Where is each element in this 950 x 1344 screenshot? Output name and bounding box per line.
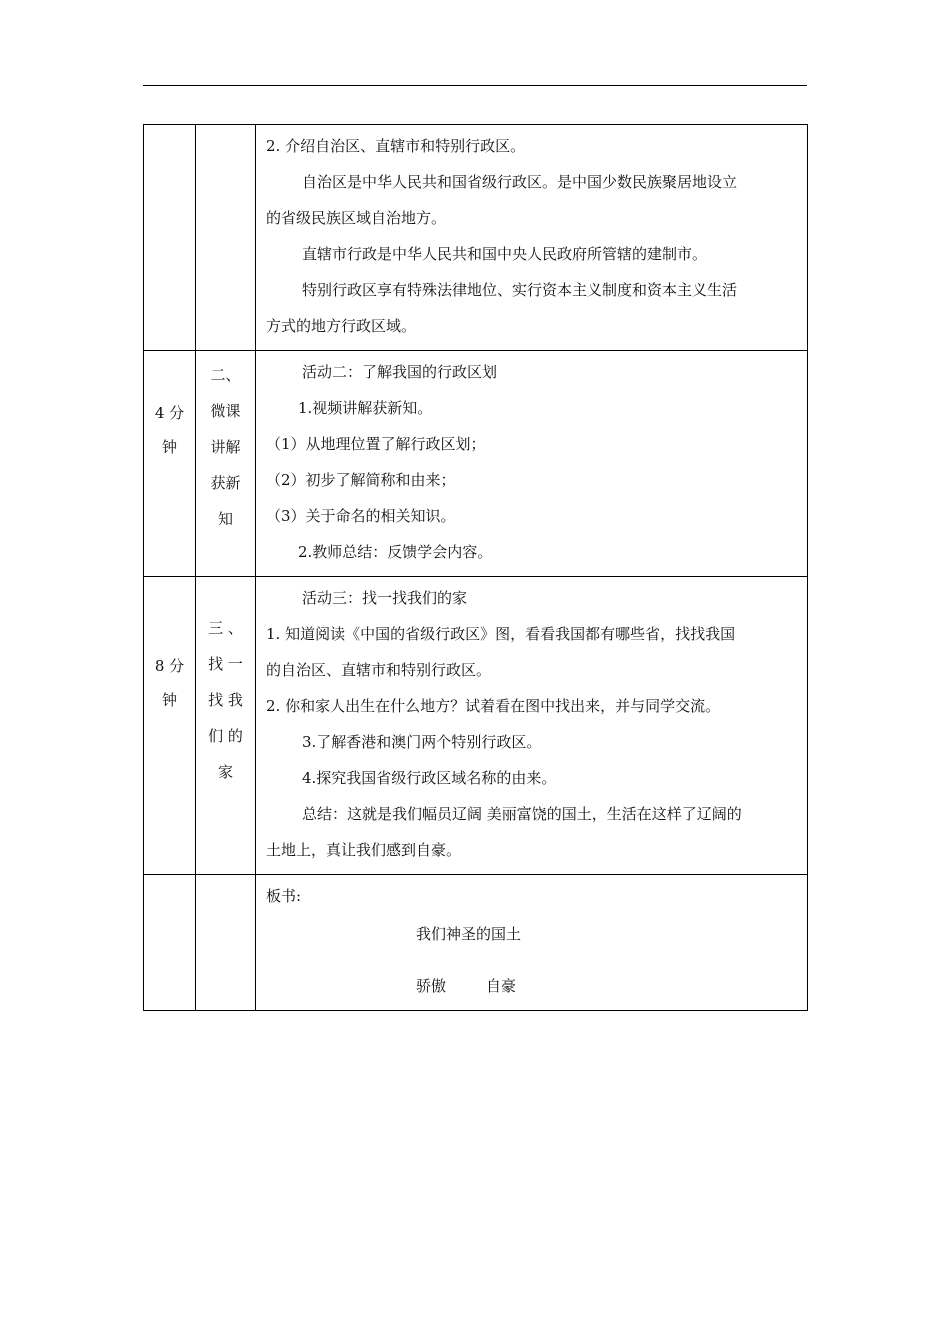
content-line: 方式的地方行政区域。 bbox=[266, 317, 417, 335]
content-cell bbox=[256, 351, 808, 577]
board-label: 板书: bbox=[266, 887, 302, 905]
lesson-plan-table bbox=[143, 124, 808, 1011]
table-row bbox=[144, 875, 808, 1011]
table-row bbox=[144, 577, 808, 875]
header-rule bbox=[143, 85, 807, 86]
content-line: 2.教师总结：反馈学会内容。 bbox=[298, 543, 493, 561]
content-line: 的自治区、直辖市和特别行政区。 bbox=[266, 661, 492, 679]
content-line: 活动三：找一找我们的家 bbox=[302, 589, 468, 607]
board-word: 骄傲 bbox=[416, 977, 447, 995]
stage-text: 获新 bbox=[210, 474, 241, 492]
board-title: 我们神圣的国土 bbox=[416, 925, 522, 943]
content-cell bbox=[256, 577, 808, 875]
content-cell bbox=[256, 125, 808, 351]
stage-text: 找 我 bbox=[208, 691, 243, 709]
time-text: 钟 bbox=[161, 438, 177, 456]
stage-cell bbox=[196, 577, 256, 875]
stage-text: 讲解 bbox=[210, 438, 241, 456]
stage-cell bbox=[196, 125, 256, 351]
time-text: 8 分 bbox=[154, 657, 185, 675]
board-keywords bbox=[266, 968, 799, 1004]
stage-text: 知 bbox=[217, 510, 233, 528]
time-cell bbox=[144, 125, 196, 351]
board-cell bbox=[256, 875, 808, 1011]
content-line: （2）初步了解简称和由来； bbox=[266, 471, 456, 489]
content-line: 自治区是中华人民共和国省级行政区。是中国少数民族聚居地设立 bbox=[302, 173, 738, 191]
content-line: （3）关于命名的相关知识。 bbox=[266, 507, 456, 525]
content-line: 1. 知道阅读《中国的省级行政区》图，看看我国都有哪些省，找找我国 bbox=[266, 625, 736, 643]
stage-cell bbox=[196, 875, 256, 1011]
stage-cell bbox=[196, 351, 256, 577]
content-line: （1）从地理位置了解行政区划； bbox=[266, 435, 486, 453]
content-line: 2. 你和家人出生在什么地方？试着看在图中找出来，并与同学交流。 bbox=[266, 697, 721, 715]
stage-text: 二、 bbox=[210, 366, 241, 384]
content-line: 1.视频讲解获新知。 bbox=[298, 399, 433, 417]
content-line: 4.探究我国省级行政区域名称的由来。 bbox=[302, 769, 557, 787]
stage-text: 微课 bbox=[210, 402, 241, 420]
time-cell bbox=[144, 351, 196, 577]
board-word: 自豪 bbox=[486, 977, 517, 995]
time-cell bbox=[144, 577, 196, 875]
content-line: 总结：这就是我们幅员辽阔 美丽富饶的国土，生活在这样了辽阔的 bbox=[302, 805, 742, 823]
stage-text: 找 一 bbox=[208, 655, 243, 673]
content-line: 土地上，真让我们感到自豪。 bbox=[266, 841, 462, 859]
stage-text: 家 bbox=[217, 763, 233, 781]
content-line: 特别行政区享有特殊法律地位、实行资本主义制度和资本主义生活 bbox=[302, 281, 738, 299]
content-line: 3.了解香港和澳门两个特别行政区。 bbox=[302, 733, 542, 751]
time-cell bbox=[144, 875, 196, 1011]
content-line: 2. 介绍自治区、直辖市和特别行政区。 bbox=[266, 137, 526, 155]
table-row bbox=[144, 351, 808, 577]
stage-text: 三 、 bbox=[208, 619, 243, 637]
table-row bbox=[144, 125, 808, 351]
time-text: 4 分 bbox=[154, 404, 185, 422]
content-line: 的省级民族区域自治地方。 bbox=[266, 209, 447, 227]
stage-text: 们 的 bbox=[208, 727, 243, 745]
content-line: 活动二：了解我国的行政区划 bbox=[302, 363, 498, 381]
content-line: 直辖市行政是中华人民共和国中央人民政府所管辖的建制市。 bbox=[302, 245, 708, 263]
time-text: 钟 bbox=[161, 691, 177, 709]
